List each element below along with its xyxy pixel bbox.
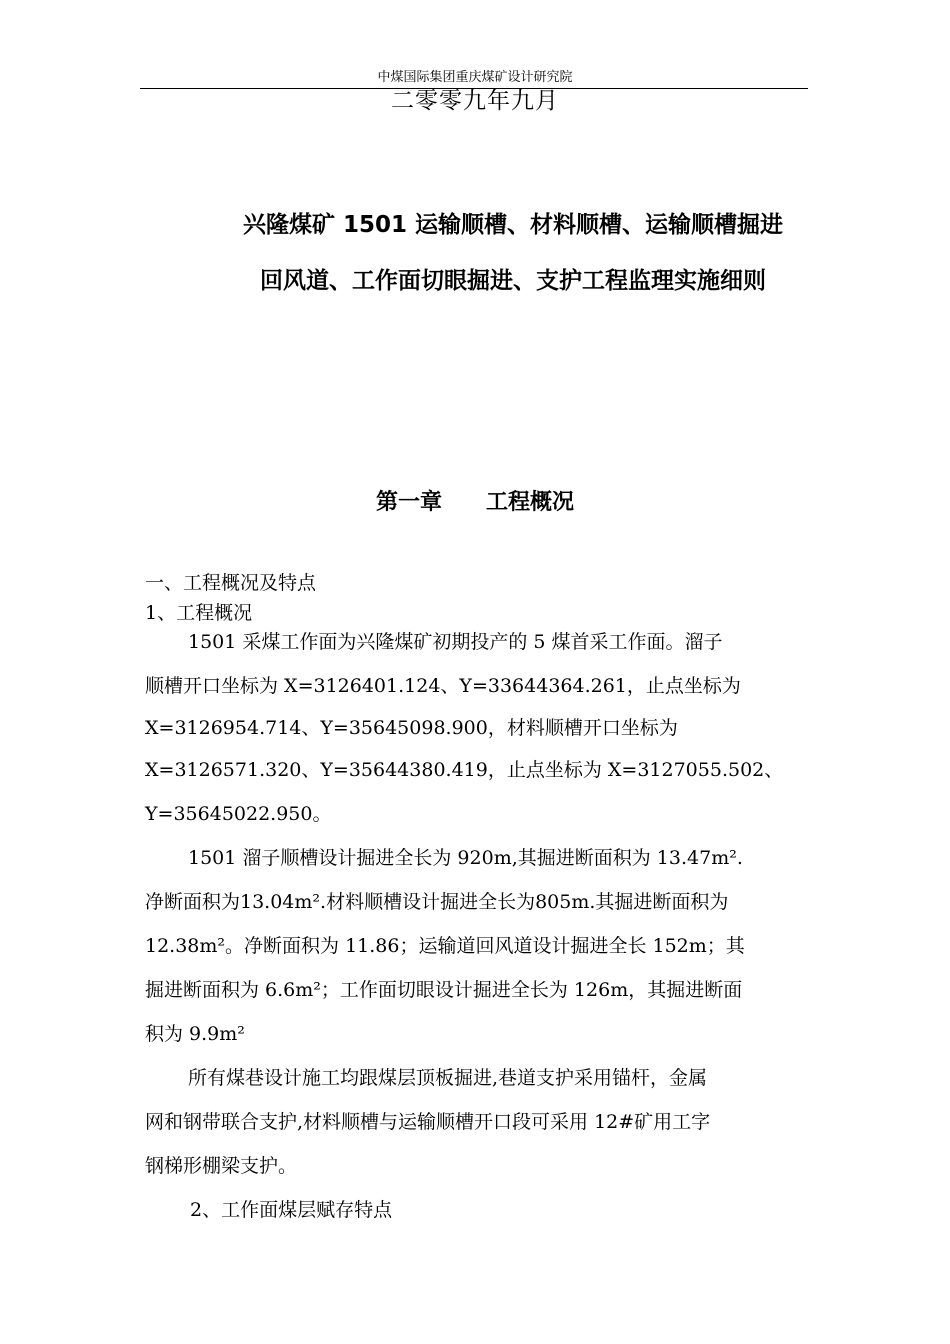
para2-line: 12.38m²。净断面积为 11.86；运输道回风道设计掘进全长 152m；其 [145,935,745,957]
para1-line: Y=35645022.950。 [145,803,332,825]
para2-line: 掘进断面积为 6.6m²；工作面切眼设计掘进全长为 126m，其掘进断面 [145,979,743,1001]
cover-date: 二零零九年九月 [391,88,559,114]
chapter-title: 第一章 工程概况 [375,490,574,515]
subsection-heading-overview: 1、工程概况 [145,602,253,624]
para1-line: 顺槽开口坐标为 X=3126401.124、Y=33644364.261，止点坐标为 [145,675,741,697]
para2-line: 净断面积为13.04m².材料顺槽设计掘进全长为805m.其掘进断面积为 [145,891,729,913]
para3-line: 所有煤巷设计施工均跟煤层顶板掘进,巷道支护采用锚杆，金属 [188,1067,708,1089]
page-header-institute: 中煤国际集团重庆煤矿设计研究院 [377,70,573,85]
para2-line: 积为 9.9m² [145,1023,245,1045]
para3-line: 钢梯形棚梁支护。 [145,1155,298,1177]
para1-line: 1501 采煤工作面为兴隆煤矿初期投产的 5 煤首采工作面。溜子 [188,631,723,653]
para3-line: 网和钢带联合支护,材料顺槽与运输顺槽开口段可采用 12#矿用工字 [145,1111,711,1133]
section-heading: 一、工程概况及特点 [145,572,317,594]
para1-line: X=3126954.714、Y=35645098.900，材料顺槽开口坐标为 [145,717,678,739]
document-title-line-2: 回风道、工作面切眼掘进、支护工程监理实施细则 [260,268,766,294]
para1-line: X=3126571.320、Y=35644380.419，止点坐标为 X=3127055.502、 [145,759,784,781]
document-title-line-1: 兴隆煤矿 1501 运输顺槽、材料顺槽、运输顺槽掘进 [242,212,784,238]
subsection-heading-seam: 2、工作面煤层赋存特点 [190,1199,393,1221]
para2-line: 1501 溜子顺槽设计掘进全长为 920m,其掘进断面积为 13.47m². [188,847,743,869]
